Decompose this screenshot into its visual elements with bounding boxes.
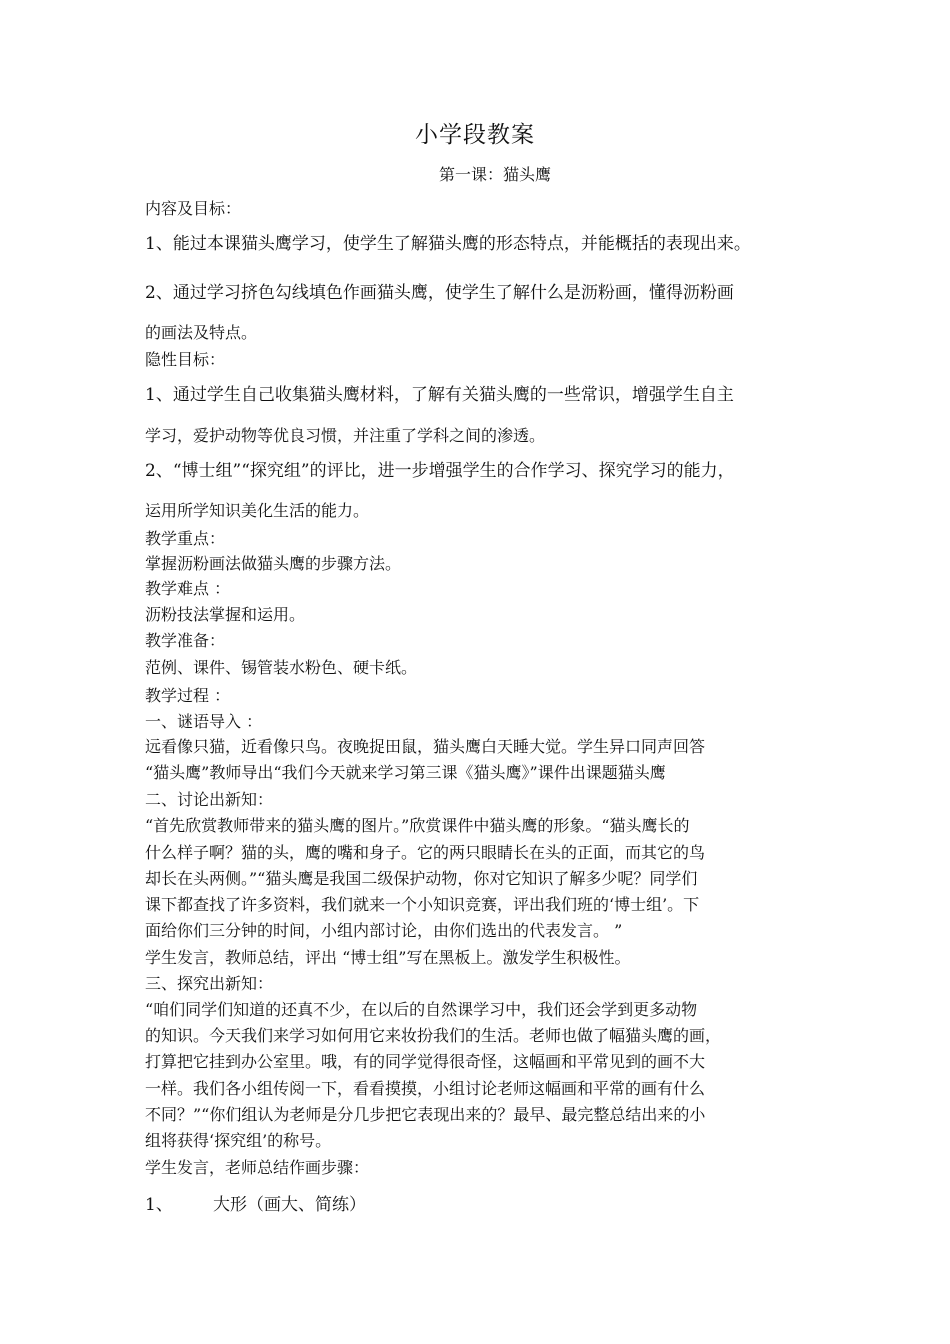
text-line: 三、探究出新知： bbox=[145, 974, 274, 993]
text-line: 却长在头两侧。”“猫头鹰是我国二级保护动物，你对它知识了解多少呢？同学们 bbox=[145, 869, 698, 888]
step-item bbox=[145, 1190, 810, 1215]
text-line: 教学重点： bbox=[145, 529, 226, 548]
text-line: 1、通过学生自己收集猫头鹰材料，了解有关猫头鹰的一些常识，增强学生自主 bbox=[145, 385, 734, 405]
text-line: “猫头鹰”教师导出“我们今天就来学习第三课《猫头鹰》”课件出课题猫头鹰 bbox=[145, 763, 666, 782]
text-line: 学生发言，老师总结作画步骤： bbox=[145, 1158, 370, 1177]
text-line: 远看像只猫，近看像只鸟。夜晚捉田鼠，猫头鹰白天睡大觉。学生异口同声回答 bbox=[145, 737, 706, 756]
text-line: 沥粉技法掌握和运用。 bbox=[145, 605, 306, 624]
text-line: 内容及目标： bbox=[145, 199, 242, 218]
step-text: 大形（画大、简练） bbox=[213, 1195, 366, 1215]
text-line: 教学过程 ： bbox=[145, 686, 231, 705]
text-line: 学习，爱护动物等优良习惯，并注重了学科之间的渗透。 bbox=[145, 426, 546, 445]
text-line: 不同？”“你们组认为老师是分几步把它表现出来的？最早、最完整总结出来的小 bbox=[145, 1105, 706, 1124]
text-line: 什么样子啊？猫的头，鹰的嘴和身子。它的两只眼睛长在头的正面，而其它的鸟 bbox=[145, 843, 706, 862]
text-line: 课下都查找了许多资料，我们就来一个小知识竞赛，评出我们班的‘博士组’。下 bbox=[145, 895, 700, 914]
text-line: 教学准备： bbox=[145, 631, 226, 650]
text-line: 二、讨论出新知： bbox=[145, 790, 274, 809]
text-line: 面给你们三分钟的时间，小组内部讨论，由你们选出的代表发言。 ” bbox=[145, 921, 623, 940]
text-line: 范例、课件、锡管装水粉色、硬卡纸。 bbox=[145, 658, 418, 677]
text-line: 一、谜语导入 ： bbox=[145, 712, 263, 731]
text-line: 学生发言，教师总结，评出 “博士组”写在黑板上。激发学生积极性。 bbox=[145, 948, 631, 967]
text-line: 2、通过学习挤色勾线填色作画猫头鹰，使学生了解什么是沥粉画，懂得沥粉画 bbox=[145, 283, 734, 303]
text-line: 隐性目标： bbox=[145, 350, 226, 369]
text-line: 的知识。今天我们来学习如何用它来妆扮我们的生活。老师也做了幅猫头鹰的画， bbox=[145, 1026, 722, 1045]
text-line: 1、能过本课猫头鹰学习，使学生了解猫头鹰的形态特点，并能概括的表现出来。 bbox=[145, 234, 751, 254]
page-title: 小学段教案 bbox=[415, 122, 535, 148]
text-line: “首先欣赏教师带来的猫头鹰的图片。”欣赏课件中猫头鹰的形象。“猫头鹰长的 bbox=[145, 816, 690, 835]
text-line: 运用所学知识美化生活的能力。 bbox=[145, 501, 370, 520]
text-line: 一样。我们各小组传阅一下，看看摸摸，小组讨论老师这幅画和平常的画有什么 bbox=[145, 1079, 706, 1098]
text-line: 的画法及特点。 bbox=[145, 323, 258, 342]
text-line: 打算把它挂到办公室里。哦，有的同学觉得很奇怪，这幅画和平常见到的画不大 bbox=[145, 1052, 706, 1071]
lesson-subtitle: 第一课：猫头鹰 bbox=[438, 165, 551, 184]
step-number: 1、 bbox=[145, 1195, 173, 1215]
text-line: 组将获得‘探究组’的称号。 bbox=[145, 1131, 332, 1150]
text-line: “咱们同学们知道的还真不少，在以后的自然课学习中，我们还会学到更多动物 bbox=[145, 1000, 698, 1019]
text-line: 2、“博士组”“探究组”的评比，进一步增强学生的合作学习、探究学习的能力， bbox=[145, 461, 735, 481]
text-line: 教学难点 ： bbox=[145, 579, 231, 598]
text-line: 掌握沥粉画法做猫头鹰的步骤方法。 bbox=[145, 554, 402, 573]
